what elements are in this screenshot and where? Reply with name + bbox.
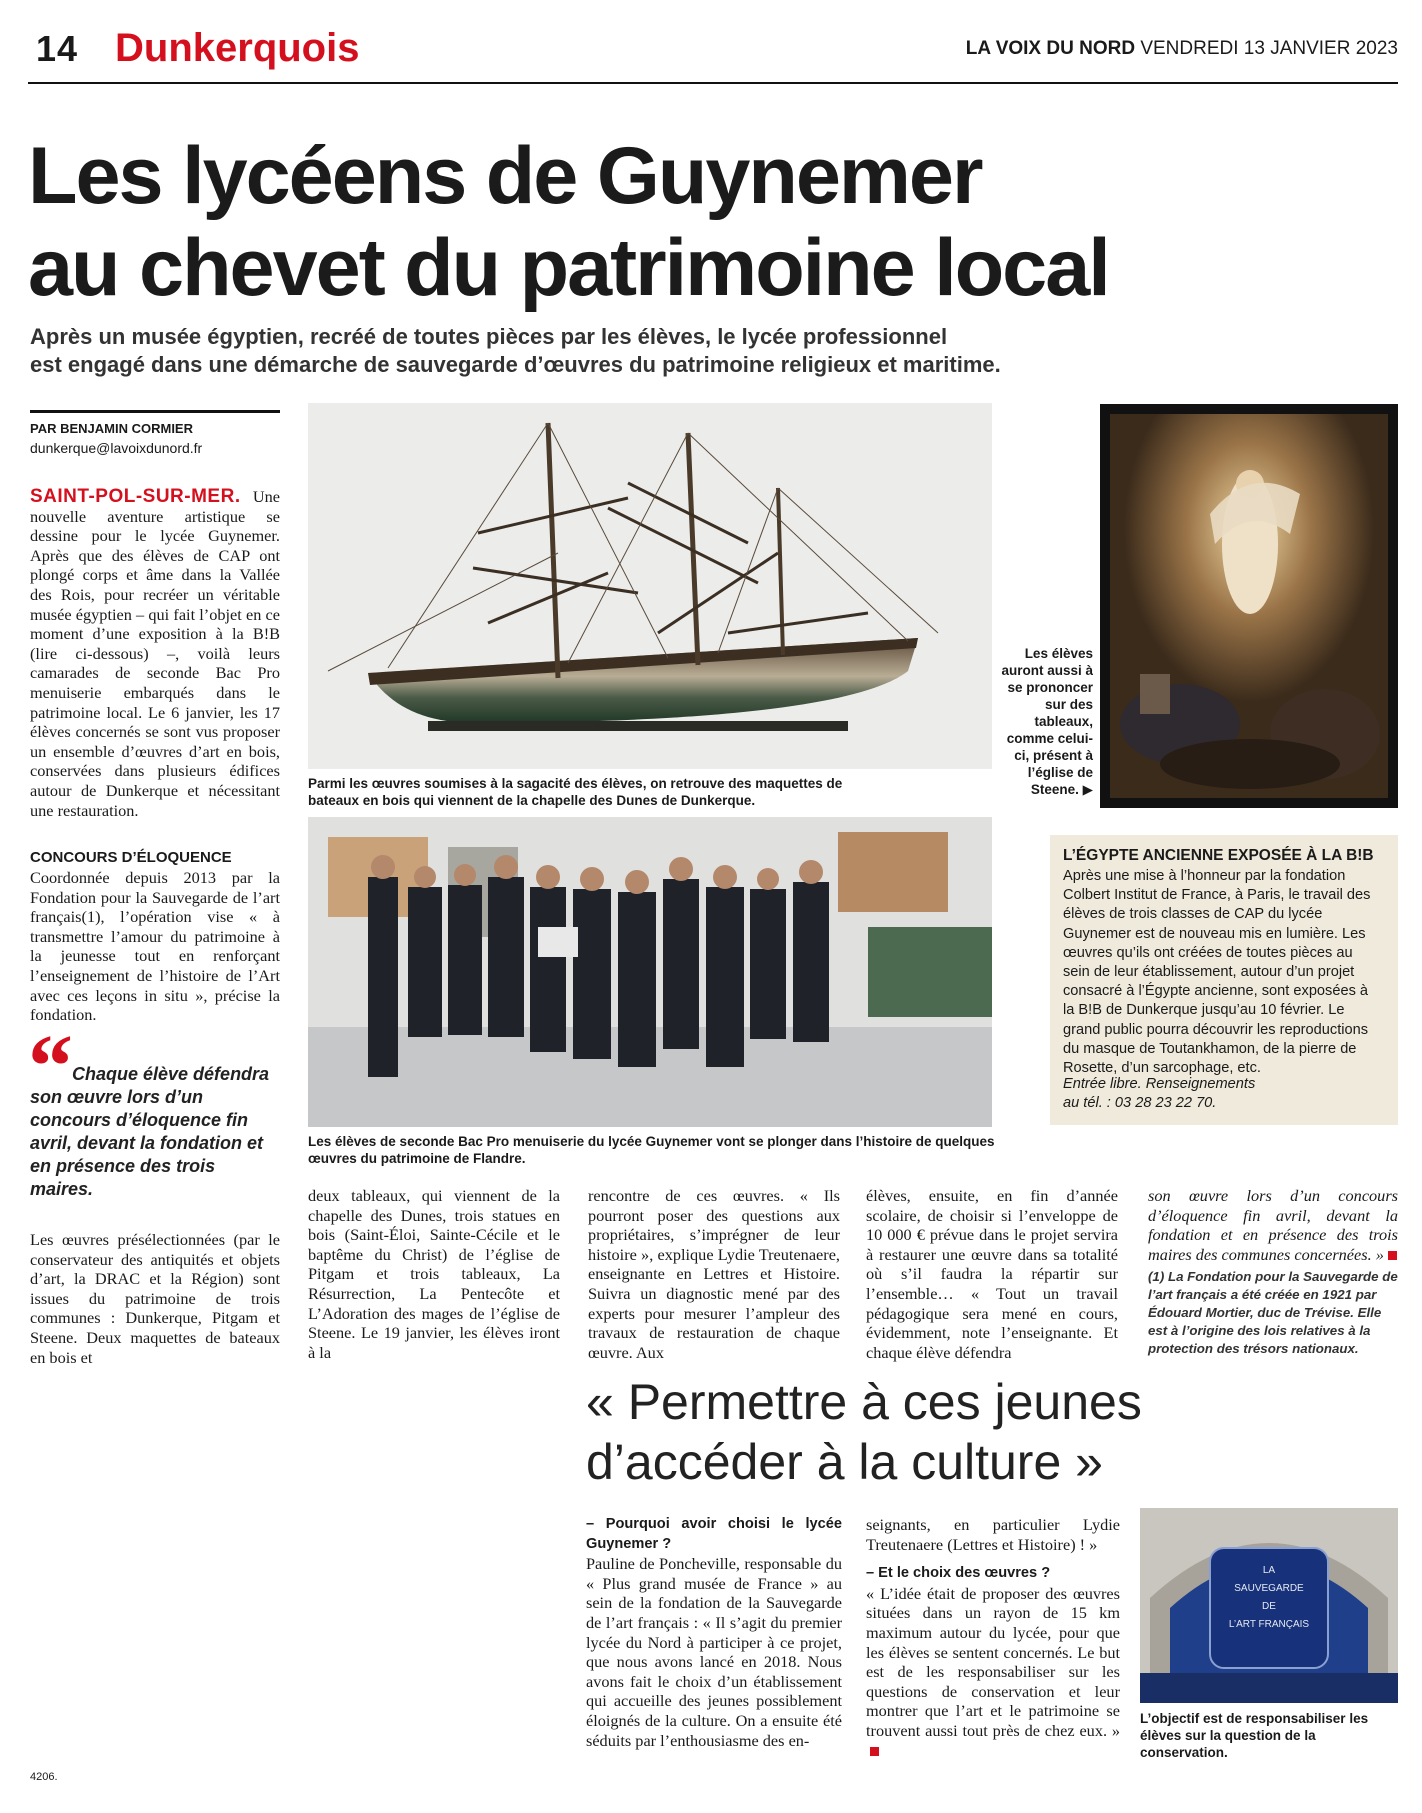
sidebar-phone: au tél. : 03 28 23 22 70. xyxy=(1063,1095,1217,1112)
sauvegarde-sign-photo xyxy=(1140,1508,1398,1703)
article-column-1 xyxy=(30,487,280,820)
newspaper-name: LA VOIX DU NORD xyxy=(965,38,1136,59)
standfirst-line-1: Après un musée égyptien, recréé de toutes pièces par les élèves, le lycée professionnel xyxy=(30,324,948,349)
interview-title-line-1: « Permettre à ces jeunes xyxy=(586,1374,1142,1430)
paragraph-2: Coordonnée depuis 2013 par la Fondation pour la Sauvegarde de l’art français(1), l’opération vise « à transmettre l’amour du patrimoine à la jeunesse tout en renforçant l’enseignement de l’histoire de l’Art avec ces leçons in situ », précise la fondation. xyxy=(30,868,280,1025)
interview-question-1: – Pourquoi avoir choisi le lycée Guynemer ? xyxy=(586,1516,842,1552)
masthead xyxy=(966,38,1398,60)
quote-open-icon: “ xyxy=(28,1017,73,1116)
article-column-3: rencontre de ces œuvres. « Ils pourront poser des questions aux propriétaires, s’imprégner de leur histoire », explique Lydie Treutenaere, enseignante en Lettres et Histoire. Suivra un diagnostic mené par des experts pour mesurer l’ampleur des travaux de restauration de chaque œuvre. Aux xyxy=(588,1186,840,1362)
end-mark-icon xyxy=(1388,1251,1397,1260)
headline xyxy=(28,130,1328,314)
sign-photo-caption: L’objectif est de responsabiliser les élèves sur la question de la conservation. xyxy=(1140,1711,1369,1760)
sign-line-3: DE xyxy=(1262,1601,1276,1612)
headline-line-2: au chevet du patrimoine local xyxy=(28,223,1109,313)
author-email[interactable]: dunkerque@lavoixdunord.fr xyxy=(30,440,203,456)
footer-code: 4206. xyxy=(30,1771,58,1783)
interview-title xyxy=(586,1372,1146,1492)
sidebar-info xyxy=(1063,1075,1363,1113)
end-mark-icon xyxy=(870,1747,879,1756)
interview-answer-1-cont: seignants, en particulier Lydie Treutenaere (Lettres et Histoire) ! » xyxy=(866,1515,1120,1554)
standfirst-line-2: est engagé dans une démarche de sauvegarde d’œuvres du patrimoine religieux et maritime. xyxy=(30,352,1001,377)
interview-title-line-2: d’accéder à la culture » xyxy=(586,1434,1103,1490)
page-number: 14 xyxy=(36,28,79,69)
paragraph-1: Une nouvelle aventure artistique se dessine pour le lycée Guynemer. Après que des élèves de CAP ont plongé corps et âme dans la Vallée des Rois, pour recréer un véritable musée égyptien – qui fait l’objet en ce moment d’une exposition à la B!B (lire ci-dessous) –, voilà leurs camarades de seconde Bac Pro menuiserie embarqués dans le patrimoine local. Le 6 janvier, les 17 élèves concernés se sont vus proposer un ensemble d’œuvres d’art en bois, conservées dans plusieurs édifices autour de Dunkerque et nécessitant une restauration. xyxy=(30,487,280,820)
group-photo-caption: Les élèves de seconde Bac Pro menuiserie du lycée Guynemer vont se plonger dans l’histoire de quelques œuvres du patrimoine de Flandre. xyxy=(308,1134,995,1166)
sidebar-text: Après une mise à l’honneur par la fondation Colbert Institut de France, à Paris, le travail des élèves de trois classes de CAP du lycée Guynemer est de nouveau mis en lumière. Les œuvres qu’ils ont créées de toutes pièces au sein de leur établissement, autour d’un projet consacré à l’Égypte ancienne, sont exposées à la B!B de Dunkerque jusqu’au 10 février. Le grand public pourra découvrir les reproductions du masque de Toutankhamon, de la pierre de Rosette, d’un sarcophage, etc. xyxy=(1063,868,1371,1077)
interview-question-2: – Et le choix des œuvres ? xyxy=(866,1565,1051,1582)
sign-line-2: SAUVEGARDE xyxy=(1234,1583,1304,1594)
article-column-5 xyxy=(1148,1186,1398,1264)
resurrection-painting xyxy=(1100,404,1398,808)
interview-column-1 xyxy=(586,1515,842,1750)
pull-quote-text: Chaque élève défendra son œuvre lors d’un concours d’éloquence fin avril, devant la fondation et en présence des trois maires. xyxy=(30,1064,270,1199)
interview-column-2 xyxy=(866,1515,1120,1760)
interview-answer-1: Pauline de Poncheville, responsable du « Plus grand musée de France » au sein de la fondation de la Sauvegarde de l’art français : « Il s’agit du premier lycée du Nord à participer à ce projet, que nous avons lancé en 2018. Nous avons fait le choix d’un établissement qui accueille des jeunes possiblement éloignés de la culture. On a ensuite été séduits par l’enthousiasme des en- xyxy=(586,1554,842,1750)
interview-answer-2: « L’idée était de proposer des œuvres situées dans un rayon de 15 km maximum autour du lycée, pour que les élèves se sentent concernés. Le but est de les responsabiliser sur les questions de conservation et leur montrer que l’art et le patrimoine se trouvent aussi tout près de chez eux. » xyxy=(866,1583,1120,1740)
painting-caption: Les élèves auront aussi à se prononcer sur des tableaux, comme celui-ci, présent à l’église de Steene. ▶ xyxy=(1001,646,1093,797)
pull-quote xyxy=(30,1063,280,1201)
column-5-text: son œuvre lors d’un concours d’éloquence fin avril, devant la fondation et en présence des trois maires des communes concernées. » xyxy=(1148,1186,1398,1264)
headline-line-1: Les lycéens de Guynemer xyxy=(28,131,982,221)
byline-rule xyxy=(30,410,280,413)
header-rule xyxy=(28,82,1398,84)
paragraph-3: Les œuvres présélectionnées (par le conservateur des antiquités et objets d’art, la DRAC et la Région) sont issues du patrimoine de trois communes : Dunkerque, Pitgam et Steene. Deux maquettes de bateaux en bois et xyxy=(30,1230,280,1367)
section-rubric: Dunkerquois xyxy=(115,26,360,70)
sidebar-info-line-1: Entrée libre. Renseignements xyxy=(1063,1076,1256,1092)
article-column-2: deux tableaux, qui viennent de la chapelle des Dunes, trois statues en bois (Saint-Éloi, Sainte-Cécile et le baptême du Christ) de l’église de Pitgam et trois tableaux, La Résurrection, La Pentecôte et L’Adoration des mages de l’église de Steene. Le 19 janvier, les élèves iront à la xyxy=(308,1186,560,1362)
issue-date: VENDREDI 13 JANVIER 2023 xyxy=(1140,38,1398,59)
ship-photo-caption: Parmi les œuvres soumises à la sagacité des élèves, on retrouve des maquettes de bateaux en bois qui viennent de la chapelle des Dunes de Dunkerque. xyxy=(308,776,843,808)
dateline: SAINT-POL-SUR-MER. xyxy=(30,486,241,507)
students-group-photo xyxy=(308,817,992,1127)
sign-line-1: LA xyxy=(1262,1565,1276,1576)
standfirst xyxy=(30,323,1130,379)
sign-line-4: L’ART FRANÇAIS xyxy=(1228,1619,1310,1630)
sidebar-title: L’ÉGYPTE ANCIENNE EXPOSÉE À LA B!B xyxy=(1063,847,1374,864)
ship-model-photo xyxy=(308,403,992,769)
subhead-eloquence: CONCOURS D’ÉLOQUENCE xyxy=(30,849,232,866)
byline: PAR BENJAMIN CORMIER xyxy=(30,421,193,436)
article-column-4: élèves, ensuite, en fin d’année scolaire, de choisir si l’enveloppe de 10 000 € prévue dans le projet servira à restaurer une œuvre dans sa totalité où s’il faudra la répartir sur l’ensemble… « Tout un travail pédagogique sera mené en cours, évidemment, note l’enseignante. Et chaque élève défendra xyxy=(866,1186,1118,1362)
footnote: (1) La Fondation pour la Sauvegarde de l’art français a été créée en 1921 par Édouard Mortier, duc de Trévise. Elle est à l’origine des lois relatives à la protection des trésors nationaux. xyxy=(1148,1269,1398,1356)
